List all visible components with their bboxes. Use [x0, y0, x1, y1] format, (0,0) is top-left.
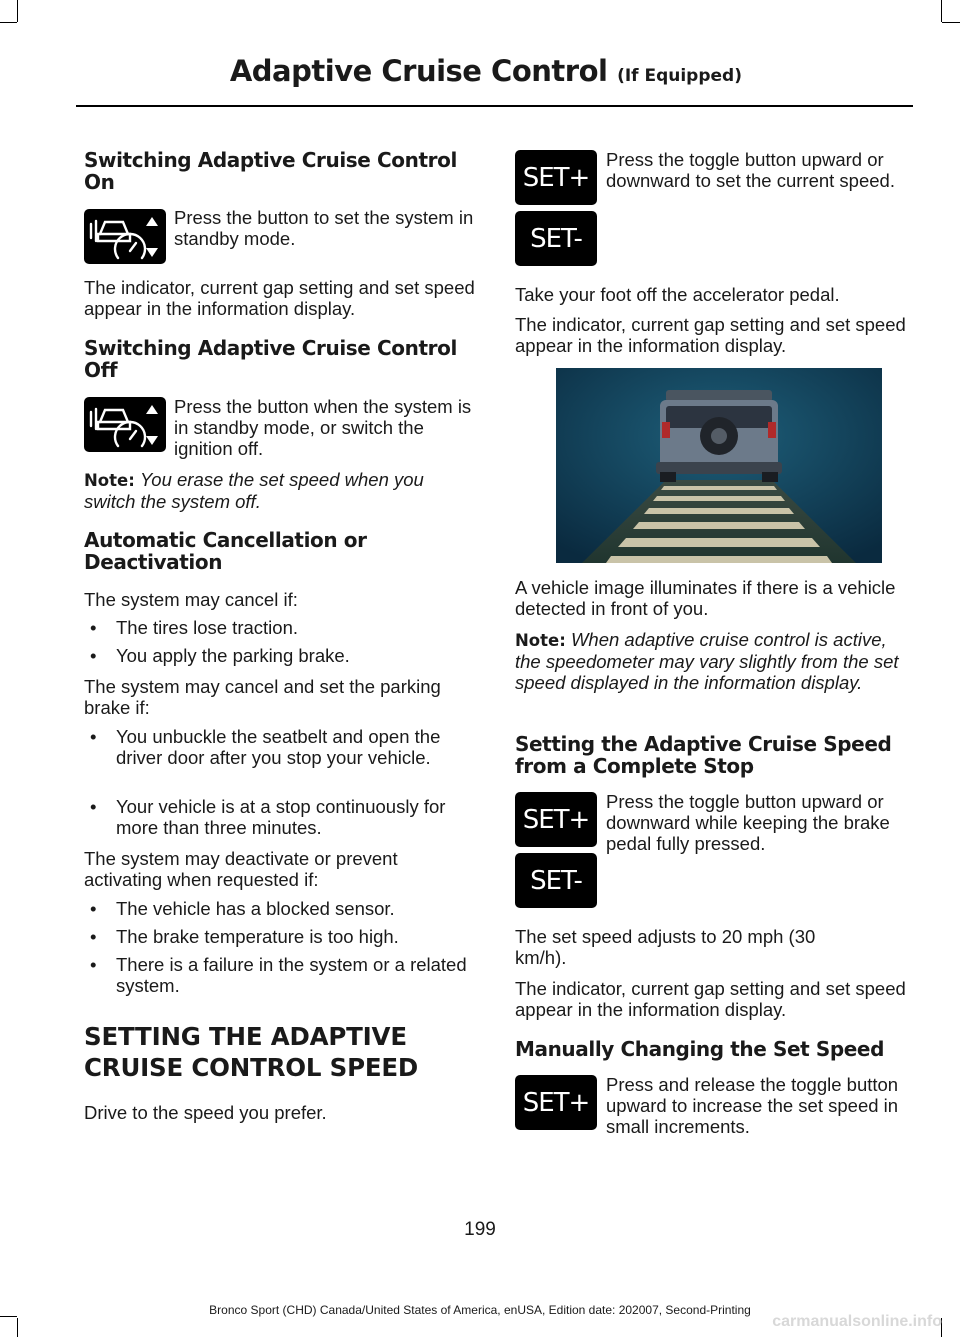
note-label: Note:	[515, 631, 566, 650]
note-speedometer	[515, 629, 907, 693]
list-item: • You unbuckle the seatbelt and open the driver door after you stop your vehicle.	[90, 726, 441, 768]
toggle-text: Press the toggle button upward or downward to set the current speed.	[606, 149, 895, 191]
list-item: • There is a failure in the system or a related system.	[90, 954, 467, 996]
list-item: • The brake temperature is too high.	[90, 926, 399, 947]
list-item: • You apply the parking brake.	[90, 645, 350, 666]
page-subtitle: (If Equipped)	[617, 66, 742, 86]
page-number: 199	[464, 1219, 496, 1240]
note-text: When adaptive cruise control is active, the speedometer may vary slightly from the set speed displayed in the information display.	[515, 629, 899, 693]
note-switch-off	[84, 469, 476, 512]
heading-manual-change: Manually Changing the Set Speed	[515, 1037, 885, 1061]
stop-text: Press the toggle button upward or downward while keeping the brake pedal fully pressed.	[606, 791, 890, 854]
manual-text: Press and release the toggle button upward to increase the set speed in small increments.	[606, 1074, 899, 1137]
heading-complete-stop: Setting the Adaptive Cruise Speed from a Complete Stop	[515, 732, 892, 778]
note-label: Note:	[84, 471, 135, 490]
header-rule	[76, 105, 913, 107]
crop-mark	[17, 1318, 18, 1337]
vehicle-detected-image	[556, 368, 882, 563]
heading-setting-2: CRUISE CONTROL SPEED	[84, 1053, 419, 1082]
set-plus-button-icon: SET+	[515, 792, 597, 847]
vehicle-caption: A vehicle image illuminates if there is a vehicle detected in front of you.	[515, 577, 896, 619]
acc-button-icon	[84, 397, 166, 452]
acc-button-icon	[84, 209, 166, 264]
adjust-text: The set speed adjusts to 20 mph (30 km/h).	[515, 926, 816, 968]
footer-edition: Bronco Sport (CHD) Canada/United States of America, enUSA, Edition date: 202007, Second-Printing	[209, 1303, 751, 1317]
watermark: carmanualsonline.info	[772, 1313, 942, 1330]
indicator-text: The indicator, current gap setting and set speed appear in the information display.	[515, 314, 906, 356]
note-text: You erase the set speed when you switch the system off.	[84, 469, 424, 512]
drive-text: Drive to the speed you prefer.	[84, 1102, 327, 1123]
switch-off-text: Press the button when the system is in standby mode, or switch the ignition off.	[174, 396, 472, 459]
set-plus-button-icon: SET+	[515, 150, 597, 205]
switch-on-followup: The indicator, current gap setting and set speed appear in the information display.	[84, 277, 475, 319]
heading-switch-on: Switching Adaptive Cruise Control On	[84, 148, 457, 194]
page-title	[230, 54, 742, 88]
switch-on-text: Press the button to set the system in standby mode.	[174, 207, 474, 249]
set-minus-button-icon: SET-	[515, 853, 597, 908]
heading-setting-1: SETTING THE ADAPTIVE	[84, 1022, 407, 1051]
indicator-text-2: The indicator, current gap setting and set speed appear in the information display.	[515, 978, 906, 1020]
set-plus-button-icon: SET+	[515, 1075, 597, 1130]
list-item: • Your vehicle is at a stop continuously for more than three minutes.	[90, 796, 446, 838]
page-title-text: Adaptive Cruise Control	[229, 54, 608, 88]
crop-mark	[17, 0, 18, 22]
list-item: • The vehicle has a blocked sensor.	[90, 898, 395, 919]
set-minus-button-icon: SET-	[515, 211, 597, 266]
parking-intro: The system may cancel and set the parking brake if:	[84, 676, 441, 718]
crop-mark	[941, 0, 942, 22]
list-item: • The tires lose traction.	[90, 617, 298, 638]
cancel-intro: The system may cancel if:	[84, 589, 298, 610]
heading-cancellation: Automatic Cancellation or Deactivation	[84, 528, 367, 574]
heading-switch-off: Switching Adaptive Cruise Control Off	[84, 336, 457, 382]
deactivate-intro: The system may deactivate or prevent activating when requested if:	[84, 848, 398, 890]
crop-mark	[942, 22, 960, 23]
crop-mark	[0, 22, 17, 23]
vehicle-rear	[656, 390, 782, 482]
foot-text: Take your foot off the accelerator pedal.	[515, 284, 840, 305]
